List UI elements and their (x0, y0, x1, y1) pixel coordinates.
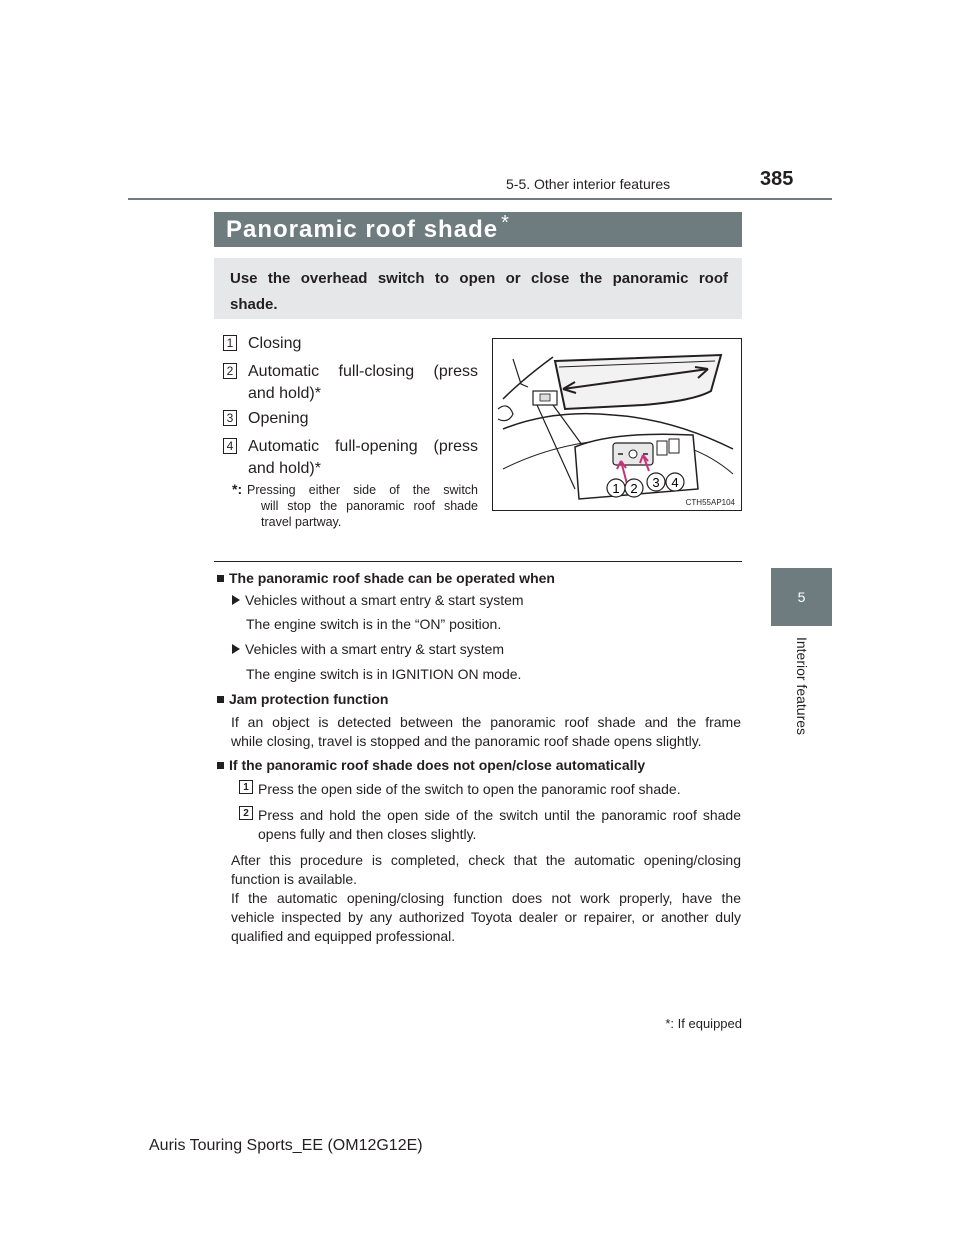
after-text-3: If the automatic opening/closing function does not work properly, have the (231, 890, 741, 906)
page-title: Panoramic roof shade (226, 215, 499, 243)
bullet-square-icon (217, 762, 224, 769)
triangle-bullet-icon (232, 644, 240, 654)
item-3-text: Opening (248, 410, 309, 427)
jam-text-2: while closing, travel is stopped and the panoramic roof shade opens slightly. (231, 733, 702, 749)
roof-switch-illustration (493, 339, 741, 510)
item-1-text: Closing (248, 335, 302, 352)
note-heading-auto: If the panoramic roof shade does not open/close automatically (217, 757, 645, 773)
after-text-5: qualified and equipped professional. (231, 928, 456, 944)
manual-footer: Auris Touring Sports_EE (OM12G12E) (149, 1137, 423, 1154)
bullet-square-icon (217, 696, 224, 703)
note-sub-2: Vehicles with a smart entry & start system (232, 641, 504, 657)
triangle-bullet-icon (232, 595, 240, 605)
jam-text-1: If an object is detected between the panoramic roof shade and the frame (231, 714, 741, 730)
header-divider (128, 198, 832, 200)
callout-4: 4 (671, 475, 679, 490)
step-2-text-2: opens fully and then closes slightly. (258, 826, 477, 842)
callout-3: 3 (652, 475, 660, 490)
item-number-1: 1 (223, 335, 237, 351)
item-2-text-cont: and hold)* (248, 385, 321, 402)
chapter-title: Interior features (793, 636, 810, 736)
note-sub-2-text: The engine switch is in IGNITION ON mode. (246, 666, 522, 682)
bullet-square-icon (217, 575, 224, 582)
roof-switch-figure (492, 338, 742, 511)
step-number-1: 1 (239, 780, 253, 794)
item-number-2: 2 (223, 363, 237, 379)
note-heading-jam: Jam protection function (217, 691, 388, 707)
item-number-3: 3 (223, 410, 237, 426)
star-note-line-1: Pressing either side of the switch (247, 483, 478, 497)
after-text-2: function is available. (231, 871, 358, 887)
item-4-text: Automatic full-opening (press (248, 438, 478, 455)
star-note-line-2: will stop the panoramic roof shade (261, 499, 478, 513)
note-sub-1: Vehicles without a smart entry & start system (232, 592, 524, 608)
star-note-lead: *: (232, 481, 243, 497)
after-text-1: After this procedure is completed, check that the automatic opening/closing (231, 852, 741, 868)
after-text-4: vehicle inspected by any authorized Toyota dealer or repairer, or another duly (231, 909, 741, 925)
page-number: 385 (760, 168, 794, 190)
chapter-label (771, 626, 832, 746)
item-number-4: 4 (223, 438, 237, 454)
section-divider (214, 561, 742, 562)
note-sub-1-text: The engine switch is in the “ON” position. (246, 616, 502, 632)
note-heading-operate: The panoramic roof shade can be operated when (217, 570, 555, 586)
step-2-text-1: Press and hold the open side of the switch until the panoramic roof shade (258, 807, 741, 823)
intro-line-1: Use the overhead switch to open or close the panoramic roof (230, 270, 728, 287)
intro-box (214, 258, 742, 319)
star-note-line-3: travel partway. (261, 515, 342, 529)
section-title: 5-5. Other interior features (506, 176, 671, 192)
chapter-tab (771, 568, 832, 626)
chapter-number: 5 (797, 589, 806, 605)
item-2-text: Automatic full-closing (press (248, 363, 478, 380)
callout-1: 1 (612, 481, 620, 496)
step-number-2: 2 (239, 806, 253, 820)
callout-2: 2 (630, 481, 638, 496)
item-4-text-cont: and hold)* (248, 460, 321, 477)
optional-star: * (501, 212, 510, 234)
if-equipped-note: *: If equipped (665, 1016, 742, 1031)
intro-line-2: shade. (230, 296, 278, 313)
page-title-bar (214, 212, 742, 247)
figure-code: CTH55AP104 (685, 498, 735, 507)
step-1-text: Press the open side of the switch to open the panoramic roof shade. (258, 781, 681, 797)
